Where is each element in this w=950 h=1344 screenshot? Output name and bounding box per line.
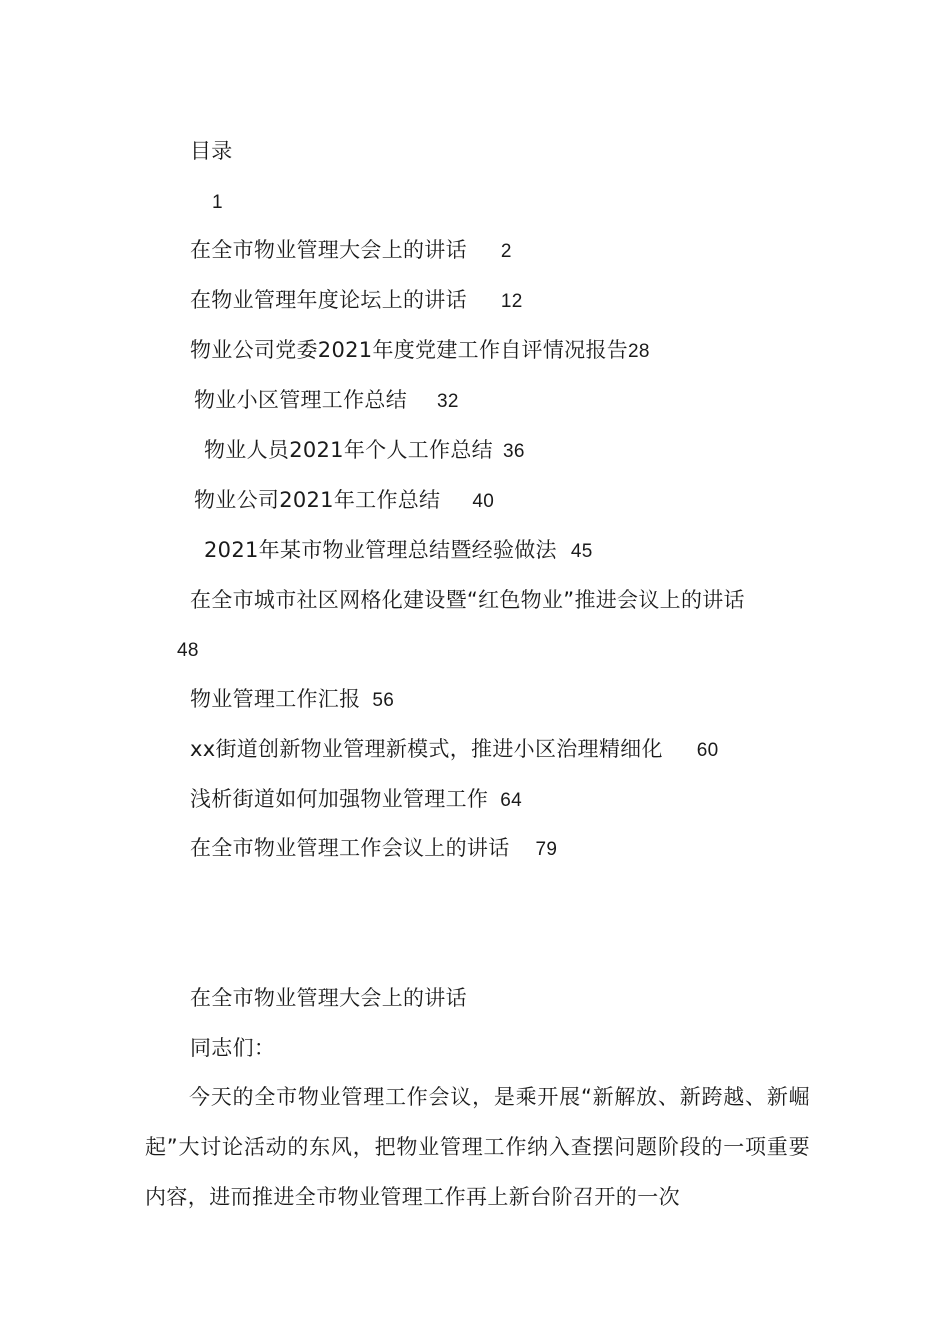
toc-entry-text: 物业人员2021年个人工作总结	[204, 438, 493, 462]
toc-entry[interactable]	[204, 435, 525, 467]
toc-entry-text: 在物业管理年度论坛上的讲话	[190, 288, 467, 312]
toc-entry-page: 79	[535, 839, 558, 860]
toc-title: 目录	[190, 139, 233, 163]
toc-entry[interactable]	[204, 535, 593, 567]
toc-entry-continuation	[177, 634, 199, 666]
toc-entry[interactable]	[190, 684, 394, 716]
toc-entry-page: 64	[500, 790, 522, 811]
toc-entry[interactable]	[194, 385, 459, 417]
toc-entry-text: 浅析街道如何加强物业管理工作	[190, 787, 489, 811]
toc-entry[interactable]	[190, 235, 512, 267]
toc-entry-text: 2021年某市物业管理总结暨经验做法	[204, 538, 557, 562]
toc-entry-text: xx街道创新物业管理新模式，推进小区治理精细化	[190, 737, 663, 761]
toc-first-page-number	[212, 186, 223, 218]
toc-entry[interactable]	[190, 734, 719, 766]
toc-entry-text: 在全市物业管理大会上的讲话	[190, 238, 467, 262]
toc-entry[interactable]	[194, 485, 494, 517]
toc-entry[interactable]	[190, 833, 557, 865]
toc-entry-page: 40	[472, 491, 495, 512]
article-paragraph: 今天的全市物业管理工作会议，是乘开展“新解放、新跨越、新崛起”大讨论活动的东风，把物业管理工作纳入查摆问题阶段的一项重要内容，进而推进全市物业管理工作再上新台阶召开的一次	[145, 1085, 810, 1209]
toc-entry-text: 在全市物业管理工作会议上的讲话	[190, 836, 510, 860]
toc-entry-page: 36	[502, 441, 525, 462]
article-title: 在全市物业管理大会上的讲话	[190, 986, 467, 1010]
toc-entry-text: 在全市城市社区网格化建设暨“红色物业”推进会议上的讲话	[190, 588, 745, 612]
toc-entry-text: 物业小区管理工作总结	[194, 388, 407, 412]
toc-entry-page: 60	[696, 740, 719, 761]
toc-entry[interactable]	[190, 285, 523, 317]
toc-entry-text: 物业公司2021年工作总结	[194, 488, 441, 512]
toc-entry-page: 28	[628, 341, 650, 362]
toc-entry-text: 物业管理工作汇报	[190, 687, 361, 711]
toc-entry-page: 45	[570, 541, 593, 562]
toc-entry[interactable]	[190, 335, 650, 367]
article-salutation: 同志们：	[190, 1036, 276, 1060]
toc-entry-page: 32	[437, 391, 459, 412]
toc-entry-page: 48	[177, 640, 199, 661]
toc-entry-page: 2	[500, 241, 512, 262]
toc-entry[interactable]	[190, 784, 522, 816]
toc-entry[interactable]	[190, 585, 745, 615]
toc-entry-page: 12	[500, 291, 523, 312]
toc-entry-page: 56	[372, 690, 395, 711]
toc-page-number: 1	[212, 192, 223, 213]
toc-entry-text: 物业公司党委2021年度党建工作自评情况报告	[190, 338, 629, 362]
